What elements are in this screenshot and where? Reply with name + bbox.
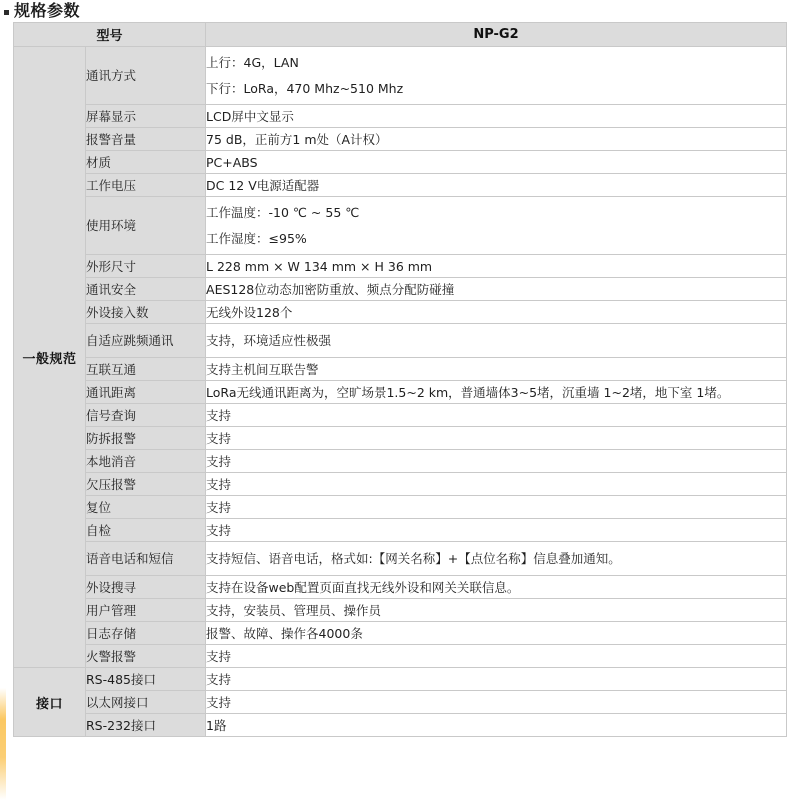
row-value-cell xyxy=(206,381,787,404)
table-row xyxy=(14,255,787,278)
row-value-cell xyxy=(206,278,787,301)
square-bullet-icon xyxy=(4,10,9,15)
row-value-cell xyxy=(206,324,787,358)
table-row xyxy=(14,47,787,105)
value-line: 工作湿度：≤95% xyxy=(206,231,307,246)
page-edge-artifact xyxy=(0,688,6,800)
row-value-cell xyxy=(206,47,787,105)
table-row xyxy=(14,622,787,645)
value-line: 1路 xyxy=(206,717,227,733)
value-line: 下行：LoRa，470 Mhz~510 Mhz xyxy=(206,81,404,96)
row-value-cell xyxy=(206,358,787,381)
row-label-cell: 以太网接口 xyxy=(86,691,206,714)
row-value-cell xyxy=(206,105,787,128)
value-line: AES128位动态加密防重放、频点分配防碰撞 xyxy=(206,281,455,297)
row-value-cell xyxy=(206,599,787,622)
row-value-cell xyxy=(206,714,787,737)
row-label-cell: 外形尺寸 xyxy=(86,255,206,278)
row-value-cell xyxy=(206,174,787,197)
row-value-cell xyxy=(206,645,787,668)
value-line: DC 12 V电源适配器 xyxy=(206,177,320,193)
row-label-cell: 通讯安全 xyxy=(86,278,206,301)
row-label-cell: 通讯距离 xyxy=(86,381,206,404)
value-line: LCD屏中文显示 xyxy=(206,108,294,124)
row-value-cell xyxy=(206,576,787,599)
row-label-cell: 外设接入数 xyxy=(86,301,206,324)
value-line: 支持 xyxy=(206,522,232,538)
table-row xyxy=(14,519,787,542)
table-row xyxy=(14,645,787,668)
row-value-cell xyxy=(206,404,787,427)
table-row xyxy=(14,714,787,737)
page-title: 规格参数 xyxy=(14,0,81,20)
value-line: 支持短信、语音电话，格式如:【网关名称】+【点位名称】信息叠加通知。 xyxy=(206,551,621,566)
table-row xyxy=(14,404,787,427)
value-line: PC+ABS xyxy=(206,154,258,170)
row-label-cell: 互联互通 xyxy=(86,358,206,381)
row-value-cell xyxy=(206,691,787,714)
row-label-cell: 工作电压 xyxy=(86,174,206,197)
table-row xyxy=(14,128,787,151)
value-line: 支持 xyxy=(206,430,232,446)
value-line: 75 dB，正前方1 m处（A计权） xyxy=(206,131,388,147)
table-row xyxy=(14,358,787,381)
value-line: 无线外设128个 xyxy=(206,304,293,320)
row-label-cell: 屏幕显示 xyxy=(86,105,206,128)
row-label-cell: 报警音量 xyxy=(86,128,206,151)
header-model-label: 型号 xyxy=(14,23,206,47)
table-row xyxy=(14,151,787,174)
row-value-cell xyxy=(206,301,787,324)
table-row xyxy=(14,576,787,599)
row-value-cell xyxy=(206,622,787,645)
group-label-cell: 一般规范 xyxy=(14,47,86,668)
value-line: 支持 xyxy=(206,476,232,492)
group-label-cell: 接口 xyxy=(14,668,86,737)
row-value-cell xyxy=(206,542,787,576)
value-line: 上行：4G，LAN xyxy=(206,55,299,70)
row-label-cell: 防拆报警 xyxy=(86,427,206,450)
row-label-cell: 信号查询 xyxy=(86,404,206,427)
value-line: 支持 xyxy=(206,453,232,469)
row-label-cell: 自检 xyxy=(86,519,206,542)
row-label-cell: 外设搜寻 xyxy=(86,576,206,599)
row-value-cell xyxy=(206,197,787,255)
value-line: 工作温度：-10 ℃ ~ 55 ℃ xyxy=(206,205,360,220)
header-model-value: NP-G2 xyxy=(206,23,787,47)
table-row xyxy=(14,105,787,128)
value-line: 支持 xyxy=(206,407,232,423)
table-row xyxy=(14,301,787,324)
table-row xyxy=(14,668,787,691)
table-row xyxy=(14,599,787,622)
row-label-cell: RS-232接口 xyxy=(86,714,206,737)
row-value-cell xyxy=(206,496,787,519)
row-label-cell: 语音电话和短信 xyxy=(86,542,206,576)
value-line: 支持 xyxy=(206,499,232,515)
row-label-cell: 日志存储 xyxy=(86,622,206,645)
row-label-cell: 本地消音 xyxy=(86,450,206,473)
value-line: 报警、故障、操作各4000条 xyxy=(206,625,363,641)
row-value-cell xyxy=(206,519,787,542)
row-value-cell xyxy=(206,473,787,496)
row-label-cell: 火警报警 xyxy=(86,645,206,668)
value-line: 支持 xyxy=(206,671,232,687)
row-label-cell: 用户管理 xyxy=(86,599,206,622)
value-line: L 228 mm × W 134 mm × H 36 mm xyxy=(206,258,433,274)
row-value-cell xyxy=(206,255,787,278)
row-label-cell: 复位 xyxy=(86,496,206,519)
row-label-cell: 欠压报警 xyxy=(86,473,206,496)
row-value-cell xyxy=(206,668,787,691)
value-line: LoRa无线通讯距离为，空旷场景1.5~2 km，普通墙体3~5堵，沉重墙 1~2堵，地下室 1堵。 xyxy=(206,384,730,400)
table-row xyxy=(14,450,787,473)
row-label-cell: 自适应跳频通讯 xyxy=(86,324,206,358)
table-row xyxy=(14,324,787,358)
row-label-cell: RS-485接口 xyxy=(86,668,206,691)
section-heading xyxy=(0,0,800,22)
table-row xyxy=(14,496,787,519)
table-row xyxy=(14,542,787,576)
row-label-cell: 使用环境 xyxy=(86,197,206,255)
row-label-cell: 材质 xyxy=(86,151,206,174)
row-value-cell xyxy=(206,427,787,450)
table-row xyxy=(14,691,787,714)
value-line: 支持，安装员、管理员、操作员 xyxy=(206,602,382,618)
table-row xyxy=(14,197,787,255)
table-row xyxy=(14,174,787,197)
value-line: 支持在设备web配置页面直找无线外设和网关关联信息。 xyxy=(206,579,520,595)
row-value-cell xyxy=(206,450,787,473)
value-line: 支持，环境适应性极强 xyxy=(206,333,332,348)
table-row xyxy=(14,473,787,496)
value-line: 支持 xyxy=(206,694,232,710)
table-row xyxy=(14,278,787,301)
value-line: 支持 xyxy=(206,648,232,664)
row-label-cell: 通讯方式 xyxy=(86,47,206,105)
specification-table xyxy=(13,22,787,737)
value-line: 支持主机间互联告警 xyxy=(206,361,319,377)
row-value-cell xyxy=(206,151,787,174)
row-value-cell xyxy=(206,128,787,151)
table-row xyxy=(14,381,787,404)
table-row xyxy=(14,427,787,450)
table-header-row xyxy=(14,23,787,47)
